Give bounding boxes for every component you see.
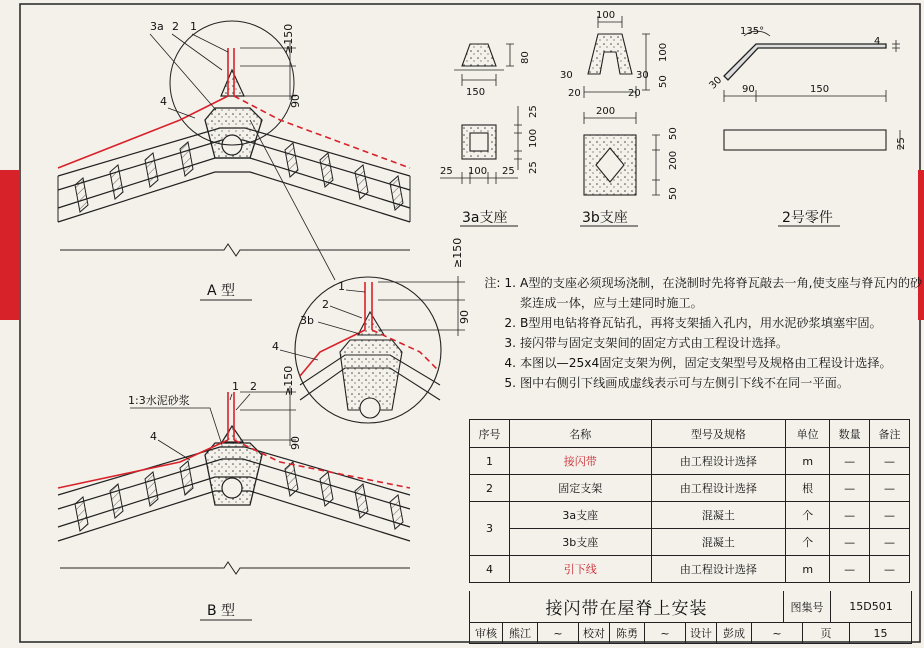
designer-name: 彭成 — [717, 623, 752, 643]
dim-3b-100-v: 100 — [658, 42, 669, 62]
callout-c-2: 2 — [322, 298, 329, 311]
page-number: 15 — [873, 626, 888, 640]
cell-spec: 由工程设计选择 — [651, 448, 786, 475]
note-5-no: 5. — [504, 376, 516, 390]
edge-mark-right — [918, 170, 924, 320]
checker-signature: ~ — [645, 623, 686, 643]
note-3: 接闪带与固定支架间的固定方式由工程设计选择。 — [520, 336, 789, 350]
cell-unit: 根 — [786, 475, 830, 502]
design-label: 设计 — [686, 623, 717, 643]
reviewer-name: 熊江 — [503, 623, 538, 643]
detail-3a — [440, 44, 522, 184]
dim-3b-200: 200 — [596, 106, 616, 117]
dim-part2-135: 135° — [740, 26, 765, 37]
dim-3a-150: 150 — [466, 87, 486, 98]
cell-spec: 由工程设计选择 — [651, 556, 786, 583]
table-row — [470, 475, 910, 502]
cell-no: 1 — [470, 448, 510, 475]
checker-name: 陈勇 — [610, 623, 645, 643]
dim-part2-30: 30 — [707, 74, 725, 92]
label-type-b: B 型 — [207, 603, 236, 619]
label-part-2: 2号零件 — [782, 210, 833, 226]
callout-c-3b: 3b — [300, 314, 314, 327]
callout-c-1: 1 — [338, 280, 345, 293]
cell-remark: — — [870, 475, 910, 502]
reviewer-signature: ~ — [538, 623, 579, 643]
note-4-no: 4. — [504, 356, 516, 370]
cell-unit: m — [786, 448, 830, 475]
cell-remark: — — [870, 556, 910, 583]
table-header-row — [470, 420, 910, 448]
bom-table — [469, 419, 910, 583]
label-mortar: 1:3水泥砂浆 — [128, 394, 190, 407]
col-header: 名称 — [509, 420, 651, 448]
designer-signature: ~ — [752, 623, 803, 643]
cell-qty: — — [830, 529, 870, 556]
callout-b-1: 1 — [232, 380, 239, 393]
callout-a-2: 2 — [172, 20, 179, 33]
cell-qty: — — [830, 556, 870, 583]
dim-3a-25-r: 25 — [502, 166, 515, 177]
cell-unit: 个 — [786, 529, 830, 556]
dim-3a-25-t: 25 — [528, 105, 539, 118]
cell-remark: — — [870, 448, 910, 475]
col-header: 型号及规格 — [651, 420, 786, 448]
cell-name: 引下线 — [509, 556, 651, 583]
dim-3a-25-b: 25 — [528, 161, 539, 174]
dim-3a-25-l: 25 — [440, 166, 453, 177]
cell-spec: 由工程设计选择 — [651, 475, 786, 502]
callout-a-1: 1 — [190, 20, 197, 33]
dim-a-150: ≥150 — [282, 23, 295, 54]
note-5: 图中右侧引下线画成虚线表示可与左侧引下线不在同一平面。 — [520, 376, 850, 390]
dim-3b-50-v: 50 — [658, 75, 669, 88]
atlas-number: 15D501 — [849, 600, 893, 613]
col-header: 单位 — [786, 420, 830, 448]
cell-unit: m — [786, 556, 830, 583]
dim-a-90: 90 — [289, 94, 302, 108]
cell-qty: — — [830, 502, 870, 529]
cell-qty: — — [830, 448, 870, 475]
dim-3b-30-r: 30 — [636, 70, 649, 81]
cell-spec: 混凝土 — [651, 529, 786, 556]
zoom-detail — [295, 277, 441, 423]
cell-no: 4 — [470, 556, 510, 583]
label-type-a: A 型 — [207, 283, 236, 299]
edge-mark-left — [0, 170, 20, 320]
dim-3b-30-l: 30 — [560, 70, 573, 81]
review-label: 审核 — [470, 623, 503, 643]
cell-unit: 个 — [786, 502, 830, 529]
cell-remark: — — [870, 502, 910, 529]
title-block — [469, 591, 912, 623]
col-header: 序号 — [470, 420, 510, 448]
callout-c-4: 4 — [272, 340, 279, 353]
callout-a-4: 4 — [160, 95, 167, 108]
dim-part2-4: 4 — [874, 36, 881, 47]
callout-a-3a: 3a — [150, 20, 164, 33]
note-3-no: 3. — [504, 336, 516, 350]
atlas-label: 图集号 — [784, 591, 831, 622]
dim-3b-20-l: 20 — [568, 88, 581, 99]
table-row — [470, 529, 910, 556]
dim-c-150: ≥150 — [451, 237, 464, 268]
dim-3b-100: 100 — [596, 10, 616, 21]
cell-name: 接闪带 — [509, 448, 651, 475]
table-row — [470, 502, 910, 529]
dim-3b-50-b: 50 — [668, 187, 679, 200]
table-row — [470, 448, 910, 475]
cell-name: 3b支座 — [509, 529, 651, 556]
page-label: 页 — [803, 623, 850, 643]
callout-b-4: 4 — [150, 430, 157, 443]
drawing-title: 接闪带在屋脊上安装 — [470, 591, 784, 622]
dim-3a-80: 80 — [520, 51, 531, 64]
col-header: 数量 — [830, 420, 870, 448]
table-row — [470, 556, 910, 583]
signature-row — [469, 622, 912, 644]
cell-name: 固定支架 — [509, 475, 651, 502]
note-4: 本图以—25x4固定支架为例，固定支架型号及规格由工程设计选择。 — [520, 356, 892, 370]
notes-block — [470, 273, 923, 393]
cell-no: 2 — [470, 475, 510, 502]
cell-name: 3a支座 — [509, 502, 651, 529]
note-1: A型的支座必须现场浇制，在浇制时先将脊瓦敲去一角,使支座与脊瓦内的砂 — [520, 276, 923, 290]
cell-spec: 混凝土 — [651, 502, 786, 529]
dim-3b-50-t: 50 — [668, 127, 679, 140]
dim-part2-150: 150 — [810, 84, 830, 95]
label-3b: 3b支座 — [582, 210, 628, 226]
dim-3a-100-v: 100 — [528, 128, 539, 148]
callout-b-2: 2 — [250, 380, 257, 393]
col-header: 备注 — [870, 420, 910, 448]
check-label: 校对 — [579, 623, 610, 643]
cell-remark: — — [870, 529, 910, 556]
dim-c-90: 90 — [458, 310, 471, 324]
label-3a: 3a支座 — [462, 210, 508, 226]
dim-part2-90: 90 — [742, 84, 755, 95]
notes-prefix: 注: 1. — [484, 276, 516, 290]
dim-3b-200-v: 200 — [668, 150, 679, 170]
dim-3b-20-r: 20 — [628, 88, 641, 99]
cell-no: 3 — [470, 502, 510, 556]
dim-3a-100: 100 — [468, 166, 488, 177]
note-2: B型用电钻将脊瓦钻孔，再将支架插入孔内，用水泥砂浆填塞牢固。 — [520, 316, 882, 330]
note-2-no: 2. — [504, 316, 516, 330]
roof-section-b — [58, 426, 410, 574]
dim-part2-25: 25 — [896, 137, 907, 150]
dim-b-90: 90 — [289, 436, 302, 450]
note-1-cont: 浆连成一体，应与土建同时施工。 — [520, 296, 703, 310]
cell-qty: — — [830, 475, 870, 502]
dim-b-150: ≥150 — [282, 365, 295, 396]
